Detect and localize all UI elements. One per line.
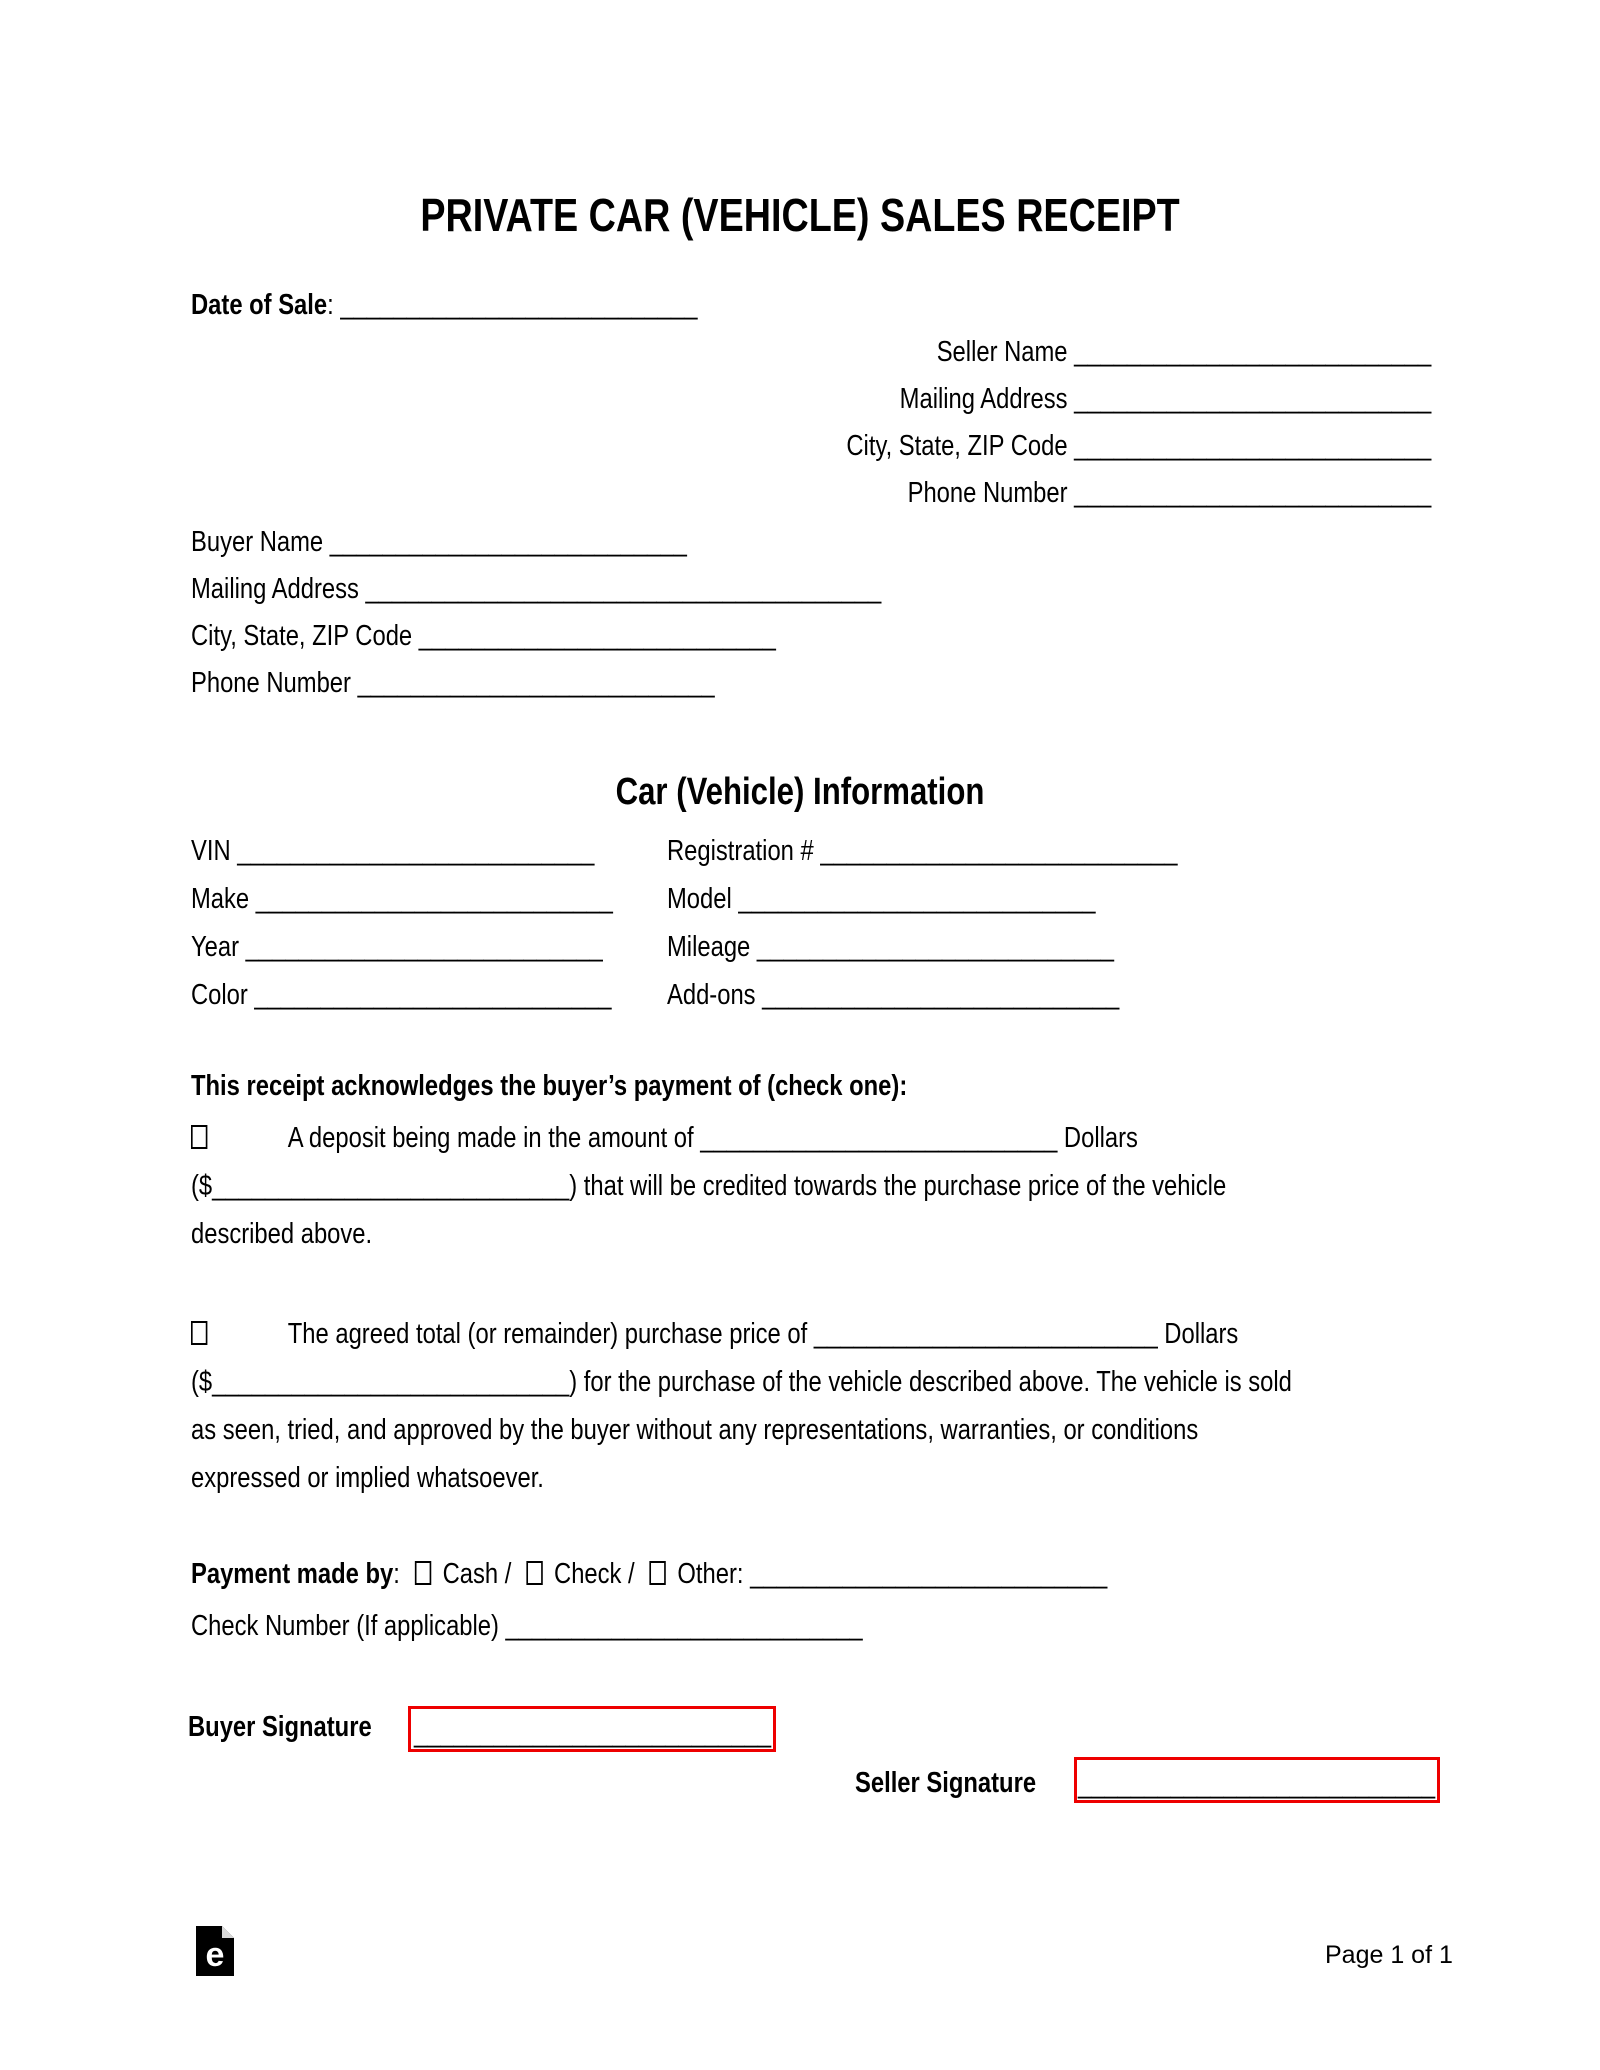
- seller-name-label: Seller Name: [936, 336, 1074, 368]
- acknowledgement-heading: This receipt acknowledges the buyer’s payment of (check one):: [191, 1070, 908, 1102]
- vin-row: [191, 827, 613, 875]
- deposit-amount-blank[interactable]: ___________________________: [700, 1122, 1058, 1154]
- buyer-phone-label: Phone Number: [191, 667, 358, 699]
- check-number-label: Check Number (If applicable): [191, 1610, 506, 1642]
- seller-mailing-address-row: [846, 376, 1431, 423]
- seller-mailing-address-blank[interactable]: ___________________________: [1073, 383, 1431, 415]
- full-price-line3: as seen, tried, and approved by the buyer without any representations, warranties, or conditions: [191, 1414, 1199, 1446]
- seller-mailing-address-label: Mailing Address: [899, 383, 1074, 415]
- buyer-name-blank[interactable]: ___________________________: [329, 526, 687, 558]
- deposit-dollar-blank[interactable]: ___________________________: [212, 1170, 570, 1202]
- date-of-sale-row: [191, 288, 697, 322]
- year-row: [191, 923, 613, 971]
- date-of-sale-blank[interactable]: ___________________________: [340, 289, 698, 321]
- deposit-line2-open: ($: [191, 1170, 213, 1202]
- page-indicator: Page 1 of 1: [1325, 1941, 1453, 1969]
- buyer-phone-blank[interactable]: ___________________________: [357, 667, 715, 699]
- payment-made-by-label: Payment made by: [191, 1558, 394, 1590]
- page-title: PRIVATE CAR (VEHICLE) SALES RECEIPT: [420, 189, 1180, 241]
- other-checkbox[interactable]: [649, 1561, 665, 1585]
- full-price-option-paragraph: [191, 1310, 1292, 1502]
- deposit-option-line1: [191, 1114, 1226, 1162]
- model-blank[interactable]: ___________________________: [738, 883, 1096, 915]
- deposit-checkbox[interactable]: [191, 1125, 207, 1149]
- deposit-line2-rest: ) that will be credited towards the purchase price of the vehicle: [569, 1170, 1227, 1202]
- buyer-name-label: Buyer Name: [191, 526, 330, 558]
- registration-label: Registration #: [667, 835, 821, 867]
- seller-phone-label: Phone Number: [907, 477, 1074, 509]
- other-label: Other:: [670, 1558, 751, 1590]
- vehicle-section-heading: Car (Vehicle) Information: [615, 771, 985, 813]
- full-price-line2-rest: ) for the purchase of the vehicle described above. The vehicle is sold: [569, 1366, 1292, 1398]
- full-price-line2: [191, 1358, 1292, 1406]
- buyer-mailing-address-label: Mailing Address: [191, 573, 366, 605]
- vehicle-right-column: [667, 827, 1177, 1019]
- full-price-line1-text: The agreed total (or remainder) purchase price of: [287, 1318, 814, 1350]
- deposit-line1-suffix: Dollars: [1057, 1122, 1138, 1154]
- addons-label: Add-ons: [667, 979, 763, 1011]
- seller-city-state-zip-row: [846, 423, 1431, 470]
- registration-blank[interactable]: ___________________________: [820, 835, 1178, 867]
- buyer-city-state-zip-blank[interactable]: ___________________________: [418, 620, 776, 652]
- payment-made-by-colon: :: [393, 1558, 407, 1590]
- full-price-dollar-blank[interactable]: ___________________________: [212, 1366, 570, 1398]
- cash-label: Cash /: [435, 1558, 518, 1590]
- other-blank[interactable]: ___________________________: [750, 1558, 1108, 1590]
- deposit-option-paragraph: [191, 1114, 1226, 1258]
- seller-signature-blank-line: [1078, 1767, 1435, 1801]
- seller-name-row: [846, 329, 1431, 376]
- make-label: Make: [191, 883, 256, 915]
- registration-row: [667, 827, 1177, 875]
- seller-signature-label: Seller Signature: [855, 1767, 1037, 1799]
- model-row: [667, 875, 1177, 923]
- full-price-line1-suffix: Dollars: [1157, 1318, 1239, 1350]
- color-label: Color: [191, 979, 255, 1011]
- seller-phone-blank[interactable]: ___________________________: [1073, 477, 1431, 509]
- check-label: Check /: [547, 1558, 642, 1590]
- deposit-option-line3: described above.: [191, 1218, 373, 1250]
- year-blank[interactable]: ___________________________: [245, 931, 603, 963]
- mileage-row: [667, 923, 1177, 971]
- color-blank[interactable]: ___________________________: [254, 979, 612, 1011]
- date-of-sale-label: Date of Sale: [191, 289, 328, 321]
- deposit-line1-text: A deposit being made in the amount of: [287, 1122, 701, 1154]
- seller-info-block: [846, 329, 1431, 517]
- seller-signature-blank[interactable]: ___________________________: [1078, 1768, 1436, 1800]
- date-of-sale-colon: :: [327, 289, 341, 321]
- vin-blank[interactable]: ___________________________: [237, 835, 595, 867]
- check-number-blank[interactable]: ___________________________: [505, 1610, 863, 1642]
- addons-blank[interactable]: ___________________________: [762, 979, 1120, 1011]
- full-price-line4: expressed or implied whatsoever.: [191, 1462, 544, 1494]
- full-price-checkbox[interactable]: [191, 1321, 207, 1345]
- buyer-signature-label: Buyer Signature: [188, 1711, 372, 1743]
- full-price-line1: [191, 1310, 1292, 1358]
- addons-row: [667, 971, 1177, 1019]
- deposit-option-line2: [191, 1162, 1226, 1210]
- buyer-signature-blank[interactable]: ___________________________: [414, 1717, 772, 1749]
- color-row: [191, 971, 613, 1019]
- buyer-mailing-address-blank[interactable]: _______________________________________: [365, 573, 882, 605]
- eforms-logo-icon: [196, 1926, 234, 1981]
- mileage-blank[interactable]: ___________________________: [756, 931, 1114, 963]
- buyer-city-state-zip-row: [191, 613, 881, 660]
- vehicle-left-column: [191, 827, 613, 1019]
- year-label: Year: [191, 931, 246, 963]
- seller-city-state-zip-label: City, State, ZIP Code: [846, 430, 1074, 462]
- vin-label: VIN: [191, 835, 238, 867]
- buyer-phone-row: [191, 660, 881, 707]
- model-label: Model: [667, 883, 739, 915]
- payment-method-row: [191, 1557, 1107, 1591]
- full-price-amount-blank[interactable]: __________________________: [813, 1318, 1158, 1350]
- seller-city-state-zip-blank[interactable]: ___________________________: [1073, 430, 1431, 462]
- seller-phone-row: [846, 470, 1431, 517]
- make-blank[interactable]: ___________________________: [255, 883, 613, 915]
- buyer-mailing-address-row: [191, 566, 881, 613]
- mileage-label: Mileage: [667, 931, 757, 963]
- buyer-signature-blank-line: [414, 1716, 771, 1750]
- seller-name-blank[interactable]: ___________________________: [1073, 336, 1431, 368]
- check-checkbox[interactable]: [526, 1561, 542, 1585]
- buyer-name-row: [191, 519, 881, 566]
- buyer-city-state-zip-label: City, State, ZIP Code: [191, 620, 419, 652]
- check-number-row: [191, 1609, 863, 1643]
- cash-checkbox[interactable]: [415, 1561, 431, 1585]
- make-row: [191, 875, 613, 923]
- buyer-info-block: [191, 519, 881, 707]
- logo-letter: e: [205, 1936, 225, 1974]
- full-price-line2-open: ($: [191, 1366, 213, 1398]
